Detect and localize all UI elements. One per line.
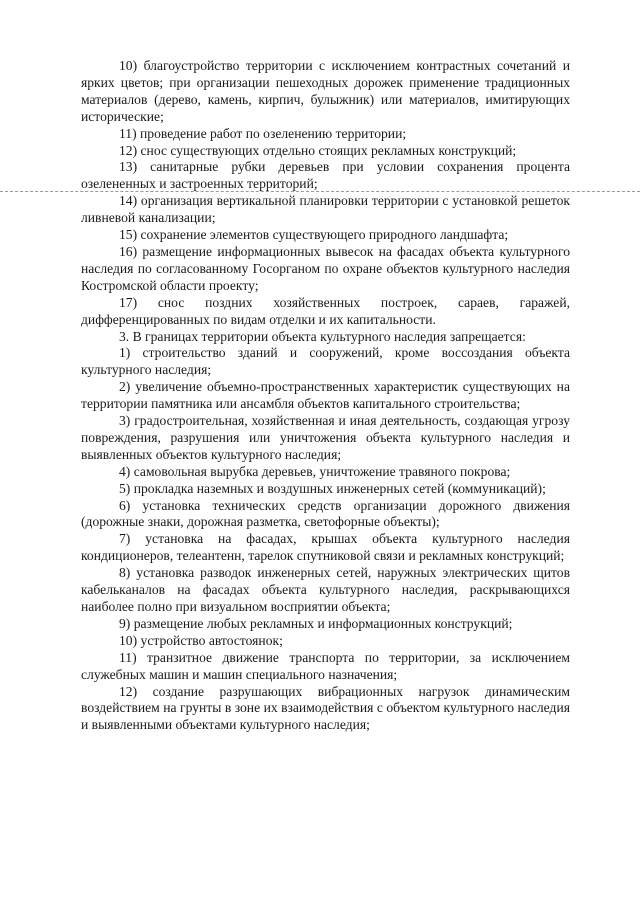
document-page bbox=[81, 58, 570, 734]
paragraph: 12) снос существующих отдельно стоящих рекламных конструкций; bbox=[119, 142, 517, 158]
paragraph: 10) устройство автостоянок; bbox=[119, 632, 283, 648]
paragraph: 8) установка разводок инженерных сетей, наружных электрических щитов кабельканалов на фасадах объекта культурного наследия, раскрывающихся наиболее полно при визуальном восприятии объекта; bbox=[81, 565, 570, 614]
paragraph: 6) установка технических средств организации дорожного движения (дорожные знаки, дорожная разметка, светофорные объекты); bbox=[81, 497, 570, 530]
paragraph: 13) санитарные рубки деревьев при условии сохранения процента озелененных и застроенных территорий; bbox=[81, 159, 570, 192]
paragraph: 10) благоустройство территории с исключением контрастных сочетаний и ярких цветов; при организации пешеходных дорожек применение традиционных материалов (дерево, камень, кирпич, булыжник) или материалов, имитирующих исторические; bbox=[81, 58, 570, 124]
paragraph: 12) создание разрушающих вибрационных нагрузок динамическим воздействием на грунты в зоне их взаимодействия с объектом культурного наследия и выявленными объектами культурного наследия; bbox=[81, 683, 570, 733]
paragraph: 7) установка на фасадах, крышах объекта культурного наследия кондиционеров, телеантенн, тарелок спутниковой связи и рекламных конструкций; bbox=[81, 531, 570, 564]
paragraph: 15) сохранение элементов существующего природного ландшафта; bbox=[119, 227, 509, 243]
paragraph: 14) организация вертикальной планировки территории с установкой решеток ливневой канализации; bbox=[81, 193, 570, 226]
paragraph: 5) прокладка наземных и воздушных инженерных сетей (коммуникаций); bbox=[119, 480, 546, 496]
paragraph: 17) снос поздних хозяйственных построек, сараев, гаражей, дифференцированных по видам отделки и их капитальности. bbox=[81, 294, 570, 327]
section-heading: 3. В границах территории объекта культурного наследия запрещается: bbox=[119, 328, 526, 344]
paragraph: 2) увеличение объемно-пространственных характеристик существующих на территории памятника или ансамбля объектов капитального строительства; bbox=[81, 379, 570, 412]
paragraph: 4) самовольная вырубка деревьев, уничтожение травяного покрова; bbox=[119, 463, 511, 479]
paragraph: 11) проведение работ по озеленению территории; bbox=[119, 125, 407, 141]
paragraph: 9) размещение любых рекламных и информационных конструкций; bbox=[119, 615, 513, 631]
paragraph: 16) размещение информационных вывесок на фасадах объекта культурного наследия по согласованному Госорганом по охране объектов культурного наследия Костромской области проекту; bbox=[81, 243, 570, 293]
paragraph: 3) градостроительная, хозяйственная и иная деятельность, создающая угрозу повреждения, разрушения или уничтожения объекта культурного наследия и выявленных объектов культурного наследия; bbox=[81, 413, 570, 462]
paragraph: 11) транзитное движение транспорта по территории, за исключением служебных машин и машин специального назначения; bbox=[81, 649, 570, 682]
paragraph: 1) строительство зданий и сооружений, кроме воссоздания объекта культурного наследия; bbox=[81, 345, 570, 378]
